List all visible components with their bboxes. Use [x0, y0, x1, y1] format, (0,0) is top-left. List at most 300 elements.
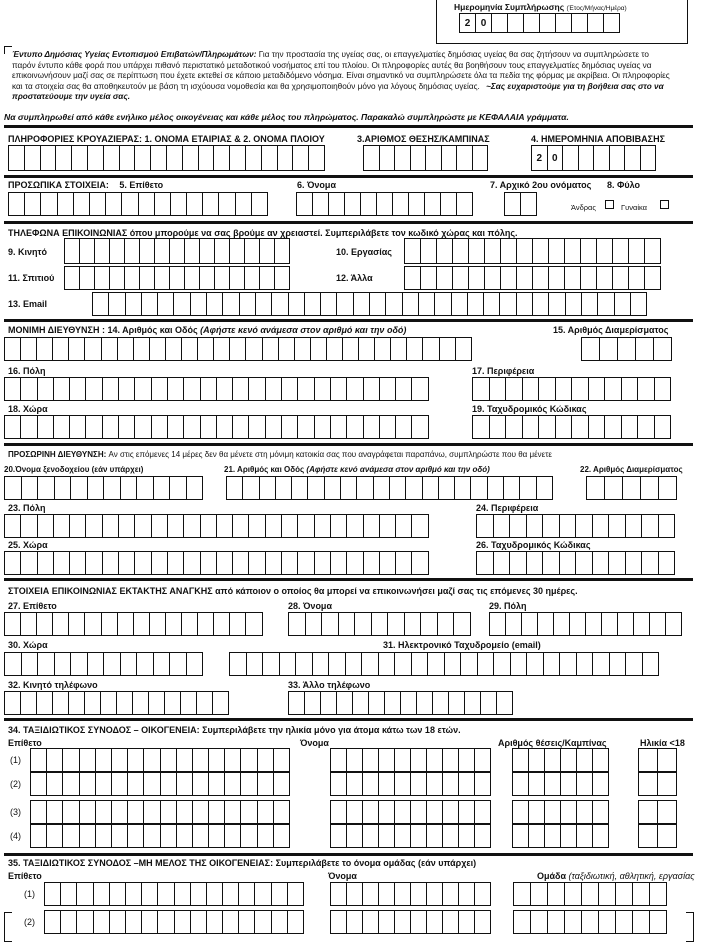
input-cell[interactable]: [108, 292, 125, 316]
input-cell[interactable]: [275, 476, 292, 500]
input-cell[interactable]: [37, 476, 55, 500]
input-cell[interactable]: [588, 377, 606, 401]
input-cell[interactable]: [308, 145, 325, 171]
input-cell[interactable]: [571, 415, 589, 439]
input-cell[interactable]: [271, 910, 288, 934]
input-cell[interactable]: [330, 748, 347, 772]
input-cell[interactable]: [653, 337, 672, 361]
input-cell[interactable]: [410, 882, 427, 906]
input-cell[interactable]: [109, 910, 126, 934]
input-cell[interactable]: [560, 824, 577, 848]
input-cell[interactable]: [509, 514, 527, 538]
input-cell[interactable]: [214, 238, 230, 264]
input-cell[interactable]: [358, 337, 375, 361]
input-cell[interactable]: [581, 292, 598, 316]
input-cell[interactable]: [410, 145, 427, 171]
female-checkbox[interactable]: [660, 200, 669, 209]
input-cell[interactable]: [328, 192, 345, 216]
input-cell[interactable]: [362, 824, 379, 848]
input-cell[interactable]: [420, 238, 437, 264]
input-cell[interactable]: [257, 824, 274, 848]
input-cell[interactable]: [487, 476, 504, 500]
temporary-apt-cells[interactable]: [586, 476, 676, 500]
input-cell[interactable]: [592, 800, 609, 824]
input-cell[interactable]: [628, 266, 645, 290]
input-cell[interactable]: [489, 377, 507, 401]
input-cell[interactable]: [609, 652, 627, 676]
input-cell[interactable]: [426, 910, 443, 934]
input-cell[interactable]: [576, 800, 593, 824]
input-cell[interactable]: [224, 748, 241, 772]
hotel-cells[interactable]: [4, 476, 202, 500]
input-cell[interactable]: [592, 551, 610, 575]
input-cell[interactable]: [248, 551, 265, 575]
input-cell[interactable]: [277, 145, 294, 171]
input-cell[interactable]: [530, 910, 548, 934]
input-cell[interactable]: [101, 612, 118, 636]
input-cell[interactable]: [150, 145, 167, 171]
input-cell[interactable]: [330, 514, 347, 538]
input-cell[interactable]: [79, 238, 95, 264]
input-cell[interactable]: [411, 377, 428, 401]
family-cabin-cells[interactable]: [512, 800, 608, 824]
input-cell[interactable]: [330, 551, 347, 575]
input-cell[interactable]: [111, 748, 128, 772]
input-cell[interactable]: [596, 266, 613, 290]
input-cell[interactable]: [136, 476, 154, 500]
input-cell[interactable]: [458, 800, 475, 824]
input-cell[interactable]: [346, 415, 363, 439]
input-cell[interactable]: [612, 238, 629, 264]
input-cell[interactable]: [76, 910, 93, 934]
input-cell[interactable]: [166, 145, 183, 171]
input-cell[interactable]: [456, 192, 473, 216]
temporary-region-cells[interactable]: [476, 514, 674, 538]
input-cell[interactable]: [68, 337, 85, 361]
input-cell[interactable]: [271, 292, 288, 316]
input-cell[interactable]: [186, 192, 203, 216]
input-cell[interactable]: [363, 145, 380, 171]
input-cell[interactable]: [160, 824, 177, 848]
input-cell[interactable]: [441, 145, 458, 171]
input-cell[interactable]: [395, 377, 412, 401]
input-cell[interactable]: [522, 415, 540, 439]
input-cell[interactable]: [336, 292, 353, 316]
input-cell[interactable]: [657, 772, 677, 796]
input-cell[interactable]: [20, 612, 37, 636]
input-cell[interactable]: [8, 145, 25, 171]
input-cell[interactable]: [257, 748, 274, 772]
input-cell[interactable]: [512, 824, 529, 848]
input-cell[interactable]: [452, 238, 469, 264]
input-cell[interactable]: [564, 882, 582, 906]
input-cell[interactable]: [271, 882, 288, 906]
input-cell[interactable]: [255, 292, 272, 316]
input-cell[interactable]: [118, 551, 135, 575]
input-cell[interactable]: [638, 772, 658, 796]
input-cell[interactable]: [46, 772, 63, 796]
input-cell[interactable]: [212, 691, 229, 715]
input-cell[interactable]: [254, 910, 271, 934]
permanent-street-cells[interactable]: [4, 337, 471, 361]
input-cell[interactable]: [617, 337, 636, 361]
input-cell[interactable]: [93, 882, 110, 906]
input-cell[interactable]: [587, 13, 604, 33]
input-cell[interactable]: [79, 772, 96, 796]
input-cell[interactable]: [363, 551, 380, 575]
input-cell[interactable]: [307, 476, 324, 500]
input-cell[interactable]: [379, 415, 396, 439]
input-cell[interactable]: [593, 145, 610, 171]
input-cell[interactable]: [297, 551, 314, 575]
input-cell[interactable]: [192, 748, 209, 772]
input-cell[interactable]: [69, 377, 86, 401]
input-cell[interactable]: [378, 910, 395, 934]
input-cell[interactable]: [139, 266, 155, 290]
input-cell[interactable]: [165, 612, 182, 636]
ship-name-cells[interactable]: [8, 145, 324, 171]
input-cell[interactable]: [328, 652, 346, 676]
input-cell[interactable]: [564, 266, 581, 290]
input-cell[interactable]: [601, 612, 618, 636]
input-cell[interactable]: [400, 691, 417, 715]
input-cell[interactable]: [394, 145, 411, 171]
input-cell[interactable]: [36, 337, 53, 361]
input-cell[interactable]: [125, 292, 142, 316]
input-cell[interactable]: [362, 772, 379, 796]
input-cell[interactable]: [184, 266, 200, 290]
input-cell[interactable]: [62, 748, 79, 772]
input-cell[interactable]: [505, 415, 523, 439]
other-phone-cells[interactable]: [404, 266, 660, 290]
input-cell[interactable]: [4, 691, 21, 715]
input-cell[interactable]: [304, 691, 321, 715]
input-cell[interactable]: [257, 772, 274, 796]
input-cell[interactable]: [603, 13, 620, 33]
input-cell[interactable]: [79, 824, 96, 848]
input-cell[interactable]: [597, 292, 614, 316]
family-cabin-cells[interactable]: [512, 824, 608, 848]
input-cell[interactable]: [40, 192, 57, 216]
emergency-name-cells[interactable]: [288, 612, 470, 636]
input-cell[interactable]: [133, 337, 150, 361]
input-cell[interactable]: [235, 192, 252, 216]
permanent-region-cells[interactable]: [472, 377, 670, 401]
input-cell[interactable]: [54, 476, 72, 500]
input-cell[interactable]: [84, 691, 101, 715]
input-cell[interactable]: [164, 691, 181, 715]
input-cell[interactable]: [69, 514, 86, 538]
input-cell[interactable]: [442, 772, 459, 796]
family-age-cells[interactable]: [638, 824, 676, 848]
input-cell[interactable]: [181, 612, 198, 636]
input-cell[interactable]: [320, 292, 337, 316]
input-cell[interactable]: [292, 145, 309, 171]
input-cell[interactable]: [176, 824, 193, 848]
input-cell[interactable]: [458, 772, 475, 796]
input-cell[interactable]: [214, 266, 230, 290]
input-cell[interactable]: [109, 266, 125, 290]
input-cell[interactable]: [395, 415, 412, 439]
input-cell[interactable]: [658, 476, 677, 500]
input-cell[interactable]: [196, 691, 213, 715]
input-cell[interactable]: [460, 652, 478, 676]
input-cell[interactable]: [474, 772, 491, 796]
input-cell[interactable]: [167, 551, 184, 575]
input-cell[interactable]: [599, 337, 618, 361]
emergency-surname-cells[interactable]: [4, 612, 262, 636]
input-cell[interactable]: [640, 476, 659, 500]
input-cell[interactable]: [85, 514, 102, 538]
input-cell[interactable]: [526, 514, 544, 538]
input-cell[interactable]: [287, 882, 304, 906]
input-cell[interactable]: [93, 910, 110, 934]
family-name-cells[interactable]: [330, 748, 490, 772]
input-cell[interactable]: [438, 476, 455, 500]
input-cell[interactable]: [297, 415, 314, 439]
input-cell[interactable]: [183, 377, 200, 401]
input-cell[interactable]: [439, 337, 456, 361]
input-cell[interactable]: [657, 748, 677, 772]
input-cell[interactable]: [538, 415, 556, 439]
input-cell[interactable]: [394, 910, 411, 934]
input-cell[interactable]: [312, 652, 330, 676]
input-cell[interactable]: [294, 337, 311, 361]
family-surname-cells[interactable]: [30, 772, 289, 796]
input-cell[interactable]: [625, 551, 643, 575]
input-cell[interactable]: [530, 882, 548, 906]
input-cell[interactable]: [297, 377, 314, 401]
input-cell[interactable]: [4, 514, 21, 538]
input-cell[interactable]: [410, 800, 427, 824]
input-cell[interactable]: [588, 415, 606, 439]
input-cell[interactable]: [484, 238, 501, 264]
input-cell[interactable]: [226, 476, 243, 500]
input-cell[interactable]: [154, 192, 171, 216]
input-cell[interactable]: [53, 377, 70, 401]
input-cell[interactable]: [526, 551, 544, 575]
input-cell[interactable]: [512, 772, 529, 796]
input-cell[interactable]: [153, 652, 171, 676]
input-cell[interactable]: [64, 266, 80, 290]
family-cabin-cells[interactable]: [512, 772, 608, 796]
input-cell[interactable]: [84, 337, 101, 361]
input-cell[interactable]: [21, 476, 39, 500]
input-cell[interactable]: [406, 337, 423, 361]
input-cell[interactable]: [73, 192, 90, 216]
input-cell[interactable]: [102, 415, 119, 439]
input-cell[interactable]: [420, 266, 437, 290]
input-cell[interactable]: [259, 266, 275, 290]
input-cell[interactable]: [528, 748, 545, 772]
input-cell[interactable]: [245, 612, 262, 636]
input-cell[interactable]: [151, 377, 168, 401]
temporary-country-cells[interactable]: [4, 551, 428, 575]
input-cell[interactable]: [273, 748, 290, 772]
input-cell[interactable]: [387, 612, 405, 636]
input-cell[interactable]: [242, 476, 259, 500]
input-cell[interactable]: [127, 800, 144, 824]
input-cell[interactable]: [363, 415, 380, 439]
input-cell[interactable]: [314, 415, 331, 439]
input-cell[interactable]: [119, 145, 136, 171]
input-cell[interactable]: [232, 415, 249, 439]
input-cell[interactable]: [174, 882, 191, 906]
input-cell[interactable]: [321, 612, 339, 636]
input-cell[interactable]: [52, 337, 69, 361]
input-cell[interactable]: [496, 691, 513, 715]
input-cell[interactable]: [141, 882, 158, 906]
input-cell[interactable]: [20, 377, 37, 401]
input-cell[interactable]: [608, 551, 626, 575]
input-cell[interactable]: [576, 772, 593, 796]
input-cell[interactable]: [136, 652, 154, 676]
input-cell[interactable]: [53, 551, 70, 575]
input-cell[interactable]: [513, 910, 531, 934]
input-cell[interactable]: [265, 377, 282, 401]
input-cell[interactable]: [118, 377, 135, 401]
input-cell[interactable]: [30, 748, 47, 772]
input-cell[interactable]: [586, 476, 605, 500]
input-cell[interactable]: [125, 882, 142, 906]
input-cell[interactable]: [592, 652, 610, 676]
companion-surname-cells[interactable]: [44, 910, 303, 934]
input-cell[interactable]: [330, 910, 347, 934]
input-cell[interactable]: [92, 292, 109, 316]
input-cell[interactable]: [528, 800, 545, 824]
input-cell[interactable]: [410, 772, 427, 796]
input-cell[interactable]: [190, 882, 207, 906]
input-cell[interactable]: [20, 337, 37, 361]
input-cell[interactable]: [4, 337, 21, 361]
input-cell[interactable]: [426, 748, 443, 772]
input-cell[interactable]: [79, 800, 96, 824]
input-cell[interactable]: [544, 800, 561, 824]
input-cell[interactable]: [480, 691, 497, 715]
input-cell[interactable]: [520, 192, 537, 216]
input-cell[interactable]: [320, 691, 337, 715]
input-cell[interactable]: [472, 377, 490, 401]
input-cell[interactable]: [346, 824, 363, 848]
input-cell[interactable]: [505, 377, 523, 401]
input-cell[interactable]: [151, 514, 168, 538]
input-cell[interactable]: [245, 145, 262, 171]
input-cell[interactable]: [281, 377, 298, 401]
cabin-cells[interactable]: [363, 145, 487, 171]
temporary-street-cells[interactable]: [226, 476, 552, 500]
input-cell[interactable]: [102, 514, 119, 538]
input-cell[interactable]: [410, 824, 427, 848]
input-cell[interactable]: [102, 551, 119, 575]
input-cell[interactable]: [542, 551, 560, 575]
input-cell[interactable]: [24, 145, 41, 171]
input-cell[interactable]: [596, 238, 613, 264]
input-cell[interactable]: [378, 800, 395, 824]
input-cell[interactable]: [4, 612, 21, 636]
fill-date-cells[interactable]: [459, 13, 619, 33]
input-cell[interactable]: [304, 292, 321, 316]
input-cell[interactable]: [133, 612, 150, 636]
input-cell[interactable]: [37, 514, 54, 538]
input-cell[interactable]: [232, 514, 249, 538]
input-cell[interactable]: [173, 292, 190, 316]
input-cell[interactable]: [216, 415, 233, 439]
input-cell[interactable]: [528, 772, 545, 796]
input-cell[interactable]: [216, 551, 233, 575]
input-cell[interactable]: [432, 691, 449, 715]
input-cell[interactable]: [580, 266, 597, 290]
input-cell[interactable]: [378, 882, 395, 906]
input-cell[interactable]: [273, 824, 290, 848]
input-cell[interactable]: [54, 652, 72, 676]
input-cell[interactable]: [254, 882, 271, 906]
input-cell[interactable]: [523, 13, 540, 33]
input-cell[interactable]: [20, 551, 37, 575]
input-cell[interactable]: [426, 824, 443, 848]
input-cell[interactable]: [20, 415, 37, 439]
family-age-cells[interactable]: [638, 800, 676, 824]
input-cell[interactable]: [4, 415, 21, 439]
input-cell[interactable]: [346, 377, 363, 401]
family-age-cells[interactable]: [638, 772, 676, 796]
input-cell[interactable]: [476, 514, 494, 538]
input-cell[interactable]: [182, 145, 199, 171]
input-cell[interactable]: [424, 192, 441, 216]
emergency-email-cells[interactable]: [229, 652, 658, 676]
input-cell[interactable]: [411, 514, 428, 538]
input-cell[interactable]: [62, 772, 79, 796]
input-cell[interactable]: [444, 652, 462, 676]
input-cell[interactable]: [53, 415, 70, 439]
input-cell[interactable]: [363, 514, 380, 538]
input-cell[interactable]: [472, 415, 490, 439]
input-cell[interactable]: [504, 192, 521, 216]
input-cell[interactable]: [85, 377, 102, 401]
input-cell[interactable]: [346, 748, 363, 772]
input-cell[interactable]: [100, 691, 117, 715]
input-cell[interactable]: [85, 415, 102, 439]
input-cell[interactable]: [37, 415, 54, 439]
input-cell[interactable]: [528, 824, 545, 848]
input-cell[interactable]: [259, 476, 276, 500]
input-cell[interactable]: [274, 238, 290, 264]
input-cell[interactable]: 0: [547, 145, 564, 171]
input-cell[interactable]: [124, 238, 140, 264]
input-cell[interactable]: [281, 551, 298, 575]
input-cell[interactable]: [476, 551, 494, 575]
input-cell[interactable]: [378, 652, 396, 676]
input-cell[interactable]: [548, 292, 565, 316]
input-cell[interactable]: 0: [475, 13, 492, 33]
input-cell[interactable]: [522, 377, 540, 401]
input-cell[interactable]: [559, 514, 577, 538]
input-cell[interactable]: [560, 800, 577, 824]
input-cell[interactable]: [134, 145, 151, 171]
input-cell[interactable]: [404, 238, 421, 264]
input-cell[interactable]: [240, 772, 257, 796]
input-cell[interactable]: [394, 772, 411, 796]
input-cell[interactable]: [452, 266, 469, 290]
input-cell[interactable]: [555, 415, 573, 439]
input-cell[interactable]: [442, 800, 459, 824]
input-cell[interactable]: [169, 238, 185, 264]
input-cell[interactable]: [94, 266, 110, 290]
input-cell[interactable]: [484, 266, 501, 290]
input-cell[interactable]: [30, 772, 47, 796]
input-cell[interactable]: [89, 192, 106, 216]
input-cell[interactable]: [261, 145, 278, 171]
input-cell[interactable]: [614, 292, 631, 316]
